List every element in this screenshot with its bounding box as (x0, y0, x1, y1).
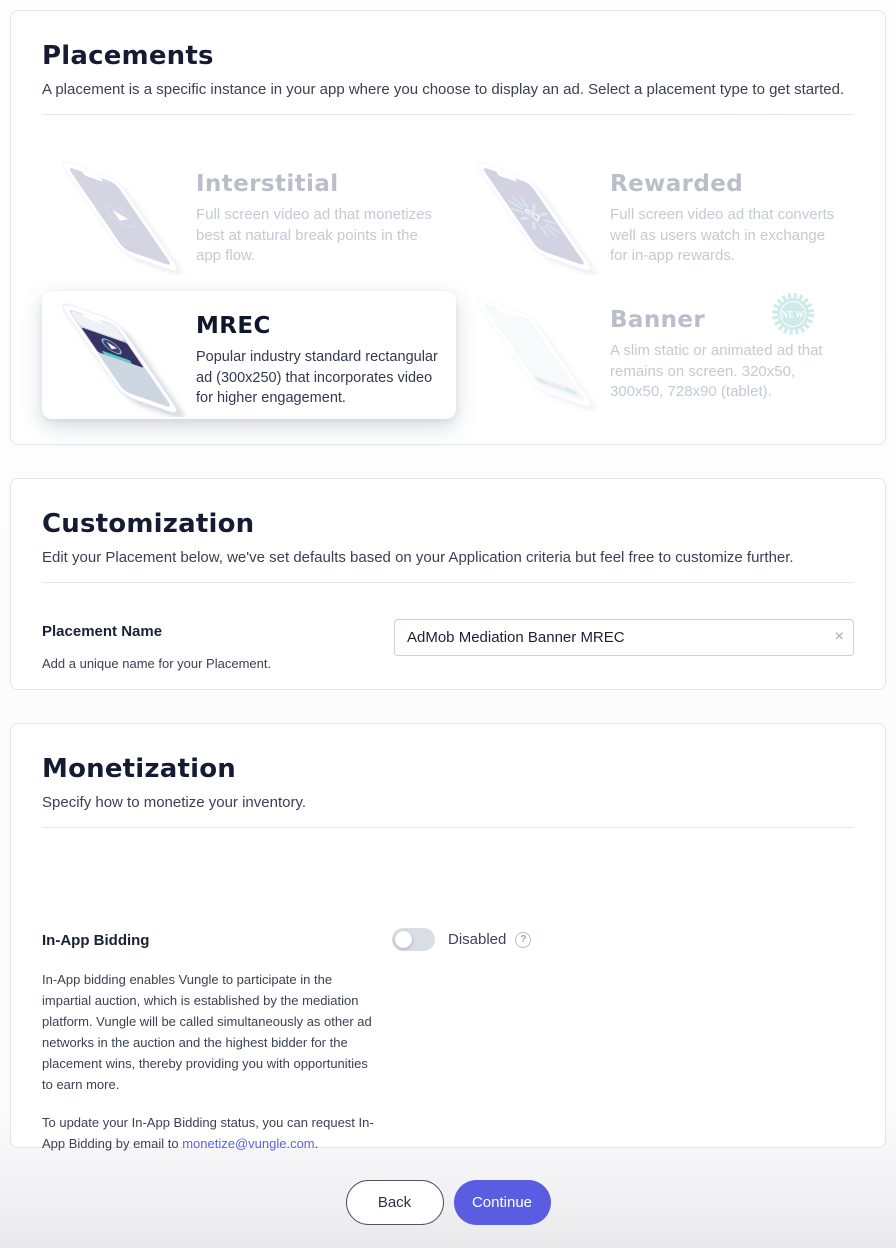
placement-option-mrec[interactable] (42, 291, 456, 419)
placements-section (10, 10, 886, 445)
in-app-bidding-label: In-App Bidding (42, 932, 150, 949)
placement-name-row (11, 583, 885, 671)
rewarded-phone-icon (468, 159, 600, 275)
in-app-bidding-paragraph-2-suffix: . (314, 1136, 319, 1152)
new-badge (770, 291, 816, 337)
customization-section (10, 478, 886, 690)
footer-actions (0, 1180, 896, 1225)
in-app-bidding-row (11, 932, 885, 1154)
placement-option-interstitial[interactable] (42, 149, 456, 285)
placement-option-banner[interactable] (456, 285, 856, 421)
interstitial-description: Full screen video ad that monetizes best at natural break points in the app flow. (196, 206, 432, 265)
banner-phone-icon (468, 295, 600, 411)
help-icon[interactable]: ? (515, 932, 531, 948)
customization-title: Customization (42, 509, 255, 539)
divider (42, 827, 854, 828)
placements-title: Placements (42, 41, 214, 71)
monetization-description: Specify how to monetize your inventory. (42, 794, 307, 811)
mrec-title: MREC (196, 313, 271, 339)
in-app-bidding-paragraph-1: In-App bidding enables Vungle to participate in the impartial auction, which is established by the mediation platform. Vungle will be called simultaneously as other ad networks in the auction and the highest bidder for the placement wins, thereby providing you with opportunities to earn more. (42, 972, 372, 1093)
monetization-section (10, 723, 886, 1152)
placement-name-hint: Add a unique name for your Placement. (42, 656, 272, 671)
banner-description: A slim static or animated ad that remains on screen. 320x50, 300x50, 728x90 (tablet). (610, 342, 823, 401)
banner-title: Banner (610, 307, 706, 333)
new-badge-label: NEW (781, 309, 805, 320)
placement-name-label: Placement Name (42, 623, 163, 640)
rewarded-description: Full screen video ad that converts well as users watch in exchange for in-app rewards. (610, 206, 835, 265)
in-app-bidding-status: Disabled (448, 931, 507, 948)
clear-input-icon[interactable]: × (834, 628, 844, 645)
monetize-email-link[interactable]: monetize@vungle.com (182, 1136, 315, 1152)
placement-type-grid (42, 149, 885, 421)
mrec-phone-icon (54, 301, 186, 417)
rewarded-title: Rewarded (610, 171, 744, 197)
placement-name-input[interactable] (394, 619, 854, 656)
continue-button[interactable]: Continue (454, 1180, 551, 1225)
in-app-bidding-paragraph-2-prefix: To update your In-App Bidding status, you can request In-App Bidding by email to (42, 1115, 374, 1152)
in-app-bidding-toggle[interactable] (392, 928, 435, 951)
toggle-knob (395, 931, 412, 948)
customization-description: Edit your Placement below, we've set defaults based on your Application criteria but feel free to customize further. (42, 549, 794, 566)
placements-description: A placement is a specific instance in your app where you choose to display an ad. Select a placement type to get started. (42, 81, 845, 98)
in-app-bidding-paragraph-2 (42, 1112, 374, 1154)
monetization-title: Monetization (42, 754, 237, 784)
interstitial-title: Interstitial (196, 171, 339, 197)
interstitial-phone-icon (54, 159, 186, 275)
divider (42, 114, 854, 115)
placement-option-rewarded[interactable] (456, 149, 856, 285)
mrec-description: Popular industry standard rectangular ad (300x250) that incorporates video for higher engagement. (196, 349, 438, 407)
back-button[interactable]: Back (346, 1180, 444, 1225)
